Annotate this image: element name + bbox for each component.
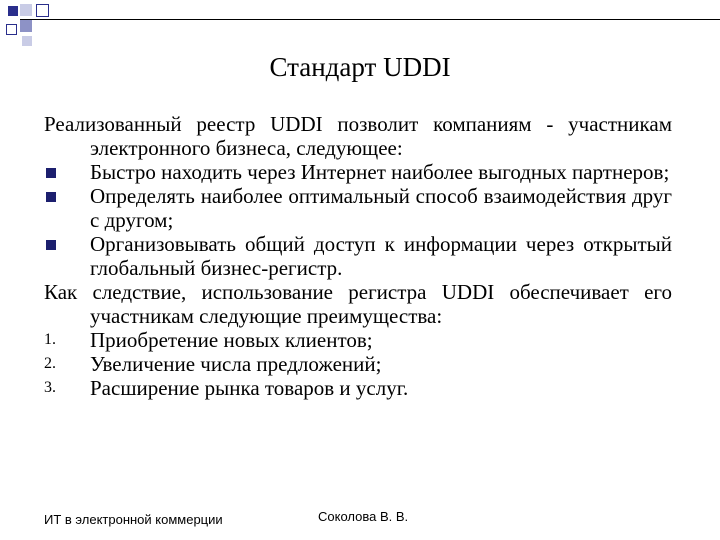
numbered-item [44,328,672,352]
deco-square [22,36,32,46]
numbered-item [44,352,672,376]
square-bullet-icon [46,240,56,250]
square-bullet-icon [46,192,56,202]
deco-square [6,24,17,35]
numbered-text: Расширение рынка товаров и услуг. [90,376,409,400]
footer-author: Соколова В. В. [318,509,409,524]
bullet-text: Организовывать общий доступ к информации через открытый глобальный бизнес-регистр. [90,232,672,280]
numbered-text: Приобретение новых клиентов; [90,328,373,352]
item-number: 2. [44,355,56,372]
consequence-paragraph: Как следствие, использование регистра UDDI обеспечивает его участникам следующие преимущества: [44,280,672,328]
intro-paragraph: Реализованный реестр UDDI позволит компаниям - участникам электронного бизнеса, следующее: [44,112,672,160]
bullet-item [44,160,672,184]
corner-decoration [0,0,140,50]
slide-title: Стандарт UDDI [269,52,451,82]
item-number: 1. [44,331,56,348]
bullet-text: Быстро находить через Интернет наиболее выгодных партнеров; [90,160,670,184]
bullet-text: Определять наиболее оптимальный способ взаимодействия друг с другом; [90,184,672,232]
square-bullet-icon [46,168,56,178]
bullet-item [44,184,672,232]
deco-square [36,4,49,17]
deco-square [8,6,18,16]
deco-square [20,4,32,16]
bullet-item [44,232,672,280]
numbered-item [44,376,672,400]
item-number: 3. [44,379,56,396]
footer-course: ИТ в электронной коммерции [44,512,223,527]
header-rule [20,19,720,20]
slide-body [44,112,672,400]
numbered-text: Увеличение числа предложений; [90,352,382,376]
deco-square [20,20,32,32]
